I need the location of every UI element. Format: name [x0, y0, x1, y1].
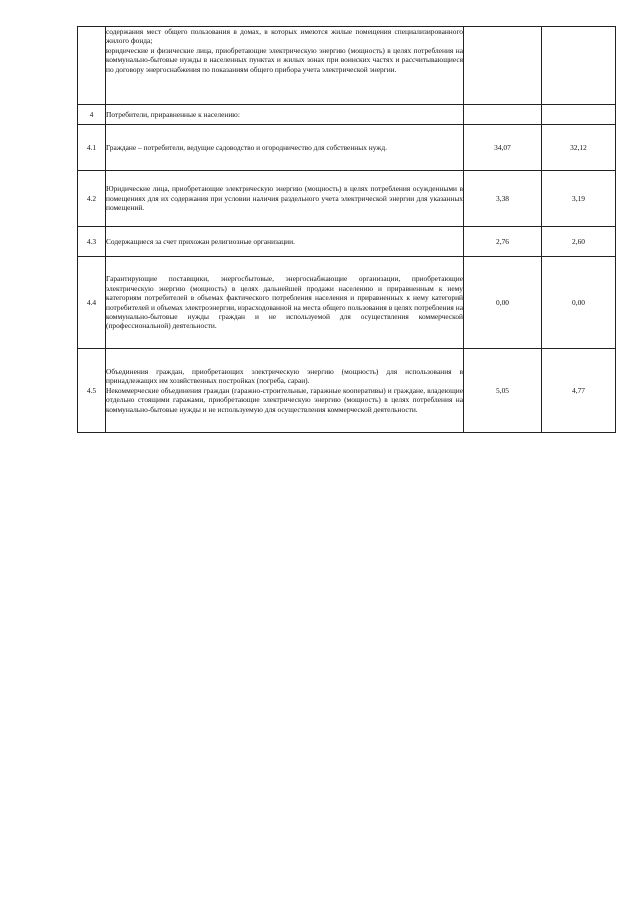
row-description	[106, 257, 464, 349]
value-col-1: 0,00	[464, 257, 542, 349]
row-description	[106, 125, 464, 171]
value-col-2: 4,77	[542, 349, 616, 433]
value-col-2: 2,60	[542, 227, 616, 257]
table-row	[78, 27, 616, 105]
tariff-table	[77, 26, 616, 433]
row-text: Объединения граждан, приобретающих электрическую энергию (мощность) для использования в принадлежащих им хозяйственных постройках (погреба, сараи). Некоммерческие объединения граждан (гаражно-строительные, гаражные кооперативы) и граждане, владеющие отдельно стоящими гаражами, приобретающие электрическую энергию (мощность) в целях потребления на коммунально-бытовые нужды и не используемую для осуществления коммерческой деятельности.	[106, 366, 463, 414]
row-text: Юридические лица, приобретающие электрическую энергию (мощность) в целях потребления осужденными в помещениях для их содержания при условии наличия раздельного учета электрической энергии для указанных помещений.	[106, 184, 463, 213]
value-col-2	[542, 105, 616, 125]
table-row	[78, 227, 616, 257]
table-row	[78, 349, 616, 433]
table-row	[78, 257, 616, 349]
row-text: содержания мест общего пользования в домах, в которых имеются жилые помещения специализированного жилого фонда; юридические и физические лица, приобретающие электрическую энергию (мощность) в целях потребления на коммунально-бытовые нужды в населенных пунктах и жилых зонах при воинских частях и рассчитывающиеся по договору энергоснабжения по показаниям общего прибора учета электрической энергии.	[106, 27, 463, 74]
row-number: 4.1	[78, 125, 106, 171]
table-row	[78, 105, 616, 125]
row-number: 4.4	[78, 257, 106, 349]
value-col-1: 3,38	[464, 171, 542, 227]
row-description	[106, 105, 464, 125]
row-number: 4.3	[78, 227, 106, 257]
value-col-2: 32,12	[542, 125, 616, 171]
row-number: 4.2	[78, 171, 106, 227]
row-text: Граждане – потребители, ведущие садоводство и огородничество для собственных нужд.	[106, 142, 388, 152]
value-col-1: 34,07	[464, 125, 542, 171]
row-text: Содержащиеся за счет прихожан религиозные организации.	[106, 236, 295, 246]
value-col-1: 2,76	[464, 227, 542, 257]
row-text: Потребители, приравненные к населению:	[106, 109, 240, 119]
value-col-2: 0,00	[542, 257, 616, 349]
row-description	[106, 227, 464, 257]
row-description	[106, 27, 464, 105]
row-description	[106, 349, 464, 433]
row-number: 4.5	[78, 349, 106, 433]
value-col-1: 5,05	[464, 349, 542, 433]
row-text: Гарантирующие поставщики, энергосбытовые, энергоснабжающие организации, приобретающие электрическую энергию (мощность) в целях дальнейшей продажи населению и приравненным к нему категориям потребителей в объемах фактического потребления населения и приравненных к нему категорий потребителей и объемах электроэнергии, израсходованной на места общего пользования в целях потребления на коммунально-бытовые нужды граждан и не используемой для осуществления коммерческой (профессиональной) деятельности.	[106, 274, 463, 331]
row-number	[78, 27, 106, 105]
row-number: 4	[78, 105, 106, 125]
row-description	[106, 171, 464, 227]
value-col-2	[542, 27, 616, 105]
value-col-2: 3,19	[542, 171, 616, 227]
table-row	[78, 171, 616, 227]
value-col-1	[464, 27, 542, 105]
table-row	[78, 125, 616, 171]
value-col-1	[464, 105, 542, 125]
